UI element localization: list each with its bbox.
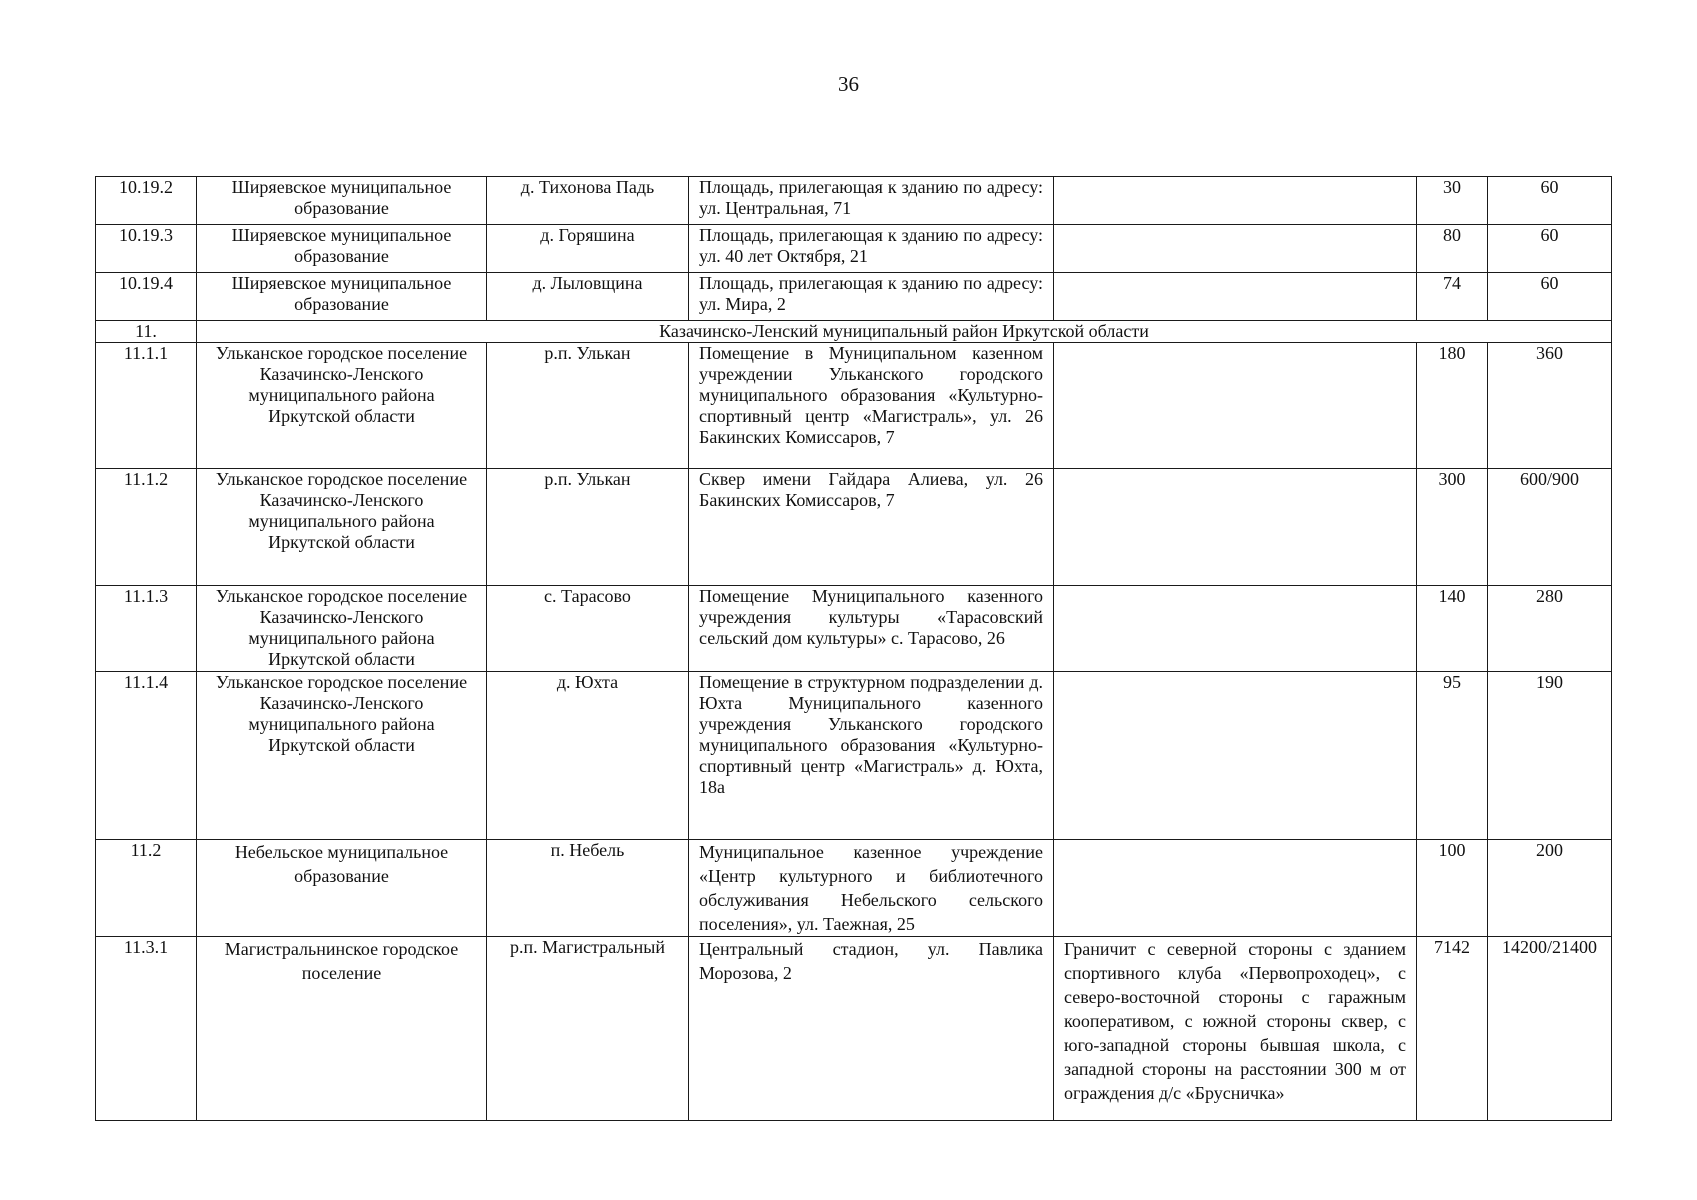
locality-cell: д. Юхта <box>487 672 689 840</box>
area-cell: 7142 <box>1417 937 1488 1121</box>
row-number: 10.19.2 <box>96 177 197 225</box>
table-row <box>96 273 1612 321</box>
borders-cell <box>1054 586 1417 672</box>
row-number: 11.2 <box>96 840 197 937</box>
row-number: 10.19.4 <box>96 273 197 321</box>
municipality-cell: Ульканское городское поселение Казачинско-Ленского муниципального района Иркутской области <box>197 343 487 469</box>
place-cell: Помещение Муниципального казенного учреждения культуры «Тарасовский сельский дом культуры» с. Тарасово, 26 <box>689 586 1054 672</box>
municipality-cell: Магистральнинское городское поселение <box>197 937 487 1121</box>
locality-cell: п. Небель <box>487 840 689 937</box>
region-number: 11. <box>96 321 197 343</box>
place-cell: Площадь, прилегающая к зданию по адресу: ул. Центральная, 71 <box>689 177 1054 225</box>
capacity-cell: 280 <box>1488 586 1612 672</box>
borders-cell <box>1054 225 1417 273</box>
capacity-cell: 60 <box>1488 225 1612 273</box>
row-number: 11.1.2 <box>96 469 197 586</box>
locality-cell: р.п. Улькан <box>487 469 689 586</box>
borders-cell <box>1054 672 1417 840</box>
capacity-cell: 60 <box>1488 177 1612 225</box>
locality-cell: с. Тарасово <box>487 586 689 672</box>
capacity-cell: 190 <box>1488 672 1612 840</box>
place-cell: Центральный стадион, ул. Павлика Морозова, 2 <box>689 937 1054 1121</box>
capacity-cell: 200 <box>1488 840 1612 937</box>
area-cell: 80 <box>1417 225 1488 273</box>
venues-table <box>95 176 1612 1121</box>
place-cell: Муниципальное казенное учреждение «Центр культурного и библиотечного обслуживания Небельского сельского поселения», ул. Таежная, 25 <box>689 840 1054 937</box>
municipality-cell: Ширяевское муниципальное образование <box>197 273 487 321</box>
municipality-cell: Ширяевское муниципальное образование <box>197 177 487 225</box>
area-cell: 100 <box>1417 840 1488 937</box>
borders-cell <box>1054 469 1417 586</box>
place-cell: Помещение в Муниципальном казенном учреждении Ульканского городского муниципального образования «Культурно-спортивный центр «Магистраль», ул. 26 Бакинских Комиссаров, 7 <box>689 343 1054 469</box>
region-header-row <box>96 321 1612 343</box>
capacity-cell: 14200/21400 <box>1488 937 1612 1121</box>
locality-cell: д. Лыловщина <box>487 273 689 321</box>
locality-cell: д. Тихонова Падь <box>487 177 689 225</box>
table-row <box>96 343 1612 469</box>
row-number: 11.1.4 <box>96 672 197 840</box>
capacity-cell: 60 <box>1488 273 1612 321</box>
place-cell: Сквер имени Гайдара Алиева, ул. 26 Бакинских Комиссаров, 7 <box>689 469 1054 586</box>
place-cell: Площадь, прилегающая к зданию по адресу: ул. 40 лет Октября, 21 <box>689 225 1054 273</box>
locality-cell: р.п. Улькан <box>487 343 689 469</box>
borders-cell <box>1054 177 1417 225</box>
borders-cell <box>1054 840 1417 937</box>
page-number: 36 <box>838 72 859 96</box>
row-number: 11.1.3 <box>96 586 197 672</box>
borders-cell <box>1054 273 1417 321</box>
locality-cell: д. Горяшина <box>487 225 689 273</box>
capacity-cell: 360 <box>1488 343 1612 469</box>
table-row <box>96 840 1612 937</box>
municipality-cell: Ульканское городское поселение Казачинско-Ленского муниципального района Иркутской области <box>197 672 487 840</box>
area-cell: 180 <box>1417 343 1488 469</box>
table-row <box>96 469 1612 586</box>
table-row <box>96 586 1612 672</box>
row-number: 10.19.3 <box>96 225 197 273</box>
municipality-cell: Небельское муниципальное образование <box>197 840 487 937</box>
capacity-cell: 600/900 <box>1488 469 1612 586</box>
row-number: 11.3.1 <box>96 937 197 1121</box>
table-row <box>96 937 1612 1121</box>
area-cell: 74 <box>1417 273 1488 321</box>
area-cell: 140 <box>1417 586 1488 672</box>
table-row <box>96 225 1612 273</box>
area-cell: 30 <box>1417 177 1488 225</box>
area-cell: 95 <box>1417 672 1488 840</box>
municipality-cell: Ульканское городское поселение Казачинско-Ленского муниципального района Иркутской области <box>197 469 487 586</box>
row-number: 11.1.1 <box>96 343 197 469</box>
table-row <box>96 672 1612 840</box>
area-cell: 300 <box>1417 469 1488 586</box>
borders-cell <box>1054 343 1417 469</box>
municipality-cell: Ширяевское муниципальное образование <box>197 225 487 273</box>
place-cell: Помещение в структурном подразделении д. Юхта Муниципального казенного учреждения Ульканского городского муниципального образования «Культурно-спортивный центр «Магистраль» д. Юхта, 18а <box>689 672 1054 840</box>
borders-cell: Граничит с северной стороны с зданием спортивного клуба «Первопроходец», с северо-восточной стороны с гаражным кооперативом, с южной стороны сквер, с юго-западной стороны бывшая школа, с западной стороны на расстоянии 300 м от ограждения д/с «Брусничка» <box>1054 937 1417 1121</box>
locality-cell: р.п. Магистральный <box>487 937 689 1121</box>
municipality-cell: Ульканское городское поселение Казачинско-Ленского муниципального района Иркутской области <box>197 586 487 672</box>
place-cell: Площадь, прилегающая к зданию по адресу: ул. Мира, 2 <box>689 273 1054 321</box>
table-row <box>96 177 1612 225</box>
region-title: Казачинско-Ленский муниципальный район Иркутской области <box>197 321 1612 343</box>
